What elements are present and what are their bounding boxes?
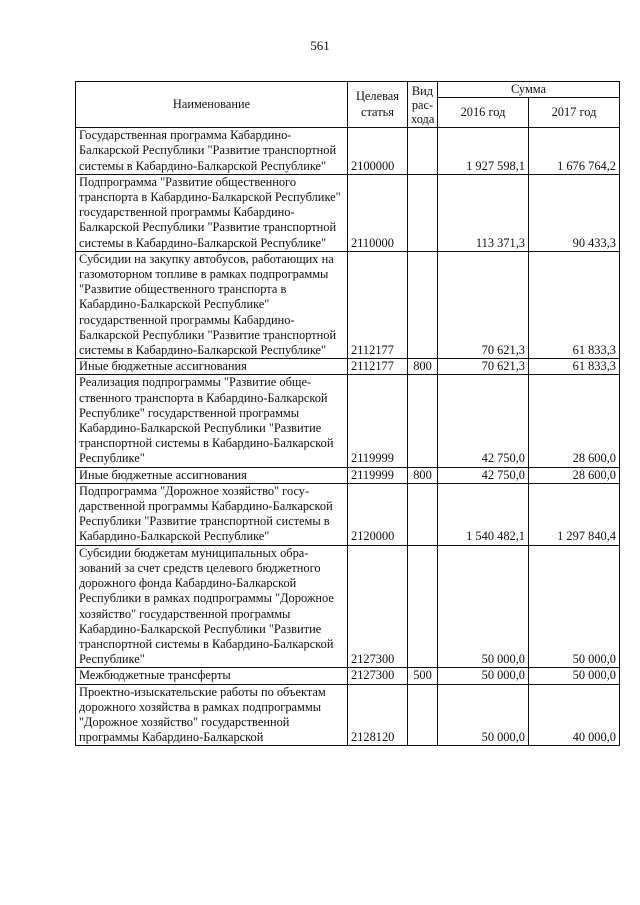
row-sum-2016: 70 621,3 xyxy=(438,251,529,358)
table-row xyxy=(76,375,620,467)
table-row xyxy=(76,668,620,684)
header-year-2016: 2016 год xyxy=(438,98,529,128)
row-sum-2017: 1 676 764,2 xyxy=(529,128,620,175)
row-sum-2016: 50 000,0 xyxy=(438,545,529,668)
row-sum-2017: 1 297 840,4 xyxy=(529,483,620,545)
table-row xyxy=(76,128,620,175)
table-row xyxy=(76,467,620,483)
row-target-article: 2112177 xyxy=(348,359,408,375)
row-expense-type xyxy=(408,128,438,175)
row-name: Подпрограмма "Развитие общественного транспорта в Кабардино-Балкарской Республике" государственной программы Кабардино-Балкарской Республики "Развитие транспортной системы в Кабардино-Балкарской Республике" xyxy=(76,174,348,251)
header-target-article xyxy=(348,82,408,128)
row-expense-type: 500 xyxy=(408,668,438,684)
row-name: Проектно-изыскательские работы по объектам дорожного хозяйства в рамках подпрограммы "Дорожное хозяйство" государственной программы Кабардино-Балкарской xyxy=(76,684,348,746)
row-sum-2017: 61 833,3 xyxy=(529,359,620,375)
row-target-article: 2119999 xyxy=(348,467,408,483)
header-expense-type xyxy=(408,82,438,128)
row-expense-type xyxy=(408,375,438,467)
row-target-article: 2127300 xyxy=(348,545,408,668)
table-row xyxy=(76,684,620,746)
row-name: Подпрограмма "Дорожное хозяйство" государственной программы Кабардино-Балкарской Республики "Развитие транспортной системы в Кабардино-Балкарской Республике" xyxy=(76,483,348,545)
row-target-article: 2112177 xyxy=(348,251,408,358)
row-target-article: 2127300 xyxy=(348,668,408,684)
row-sum-2017: 40 000,0 xyxy=(529,684,620,746)
row-sum-2017: 50 000,0 xyxy=(529,668,620,684)
header-target-article-line1: Целевая xyxy=(355,89,400,104)
row-expense-type: 800 xyxy=(408,467,438,483)
row-expense-type xyxy=(408,174,438,251)
row-name: Субсидии на закупку автобусов, работающих на газомоторном топливе в рамках подпрограммы "Развитие общественного транспорта в Кабардино-Балкарской Республике" государственной программы Кабардино-Балкарской Республики "Развитие транспортной системы в Кабардино-Балкарской Республике" xyxy=(76,251,348,358)
row-expense-type xyxy=(408,684,438,746)
table-row xyxy=(76,359,620,375)
row-target-article: 2110000 xyxy=(348,174,408,251)
row-sum-2017: 61 833,3 xyxy=(529,251,620,358)
header-sum: Сумма xyxy=(438,82,620,98)
table-row xyxy=(76,545,620,668)
row-sum-2017: 50 000,0 xyxy=(529,545,620,668)
table-row xyxy=(76,483,620,545)
table-row xyxy=(76,174,620,251)
row-target-article: 2120000 xyxy=(348,483,408,545)
row-sum-2017: 90 433,3 xyxy=(529,174,620,251)
row-target-article: 2119999 xyxy=(348,375,408,467)
page-number: 561 xyxy=(310,38,330,53)
row-sum-2016: 1 540 482,1 xyxy=(438,483,529,545)
row-name: Реализация подпрограммы "Развитие общественного транспорта в Кабардино-Балкарской Республике" государственной программы Кабардино-Балкарской Республики "Развитие транспортной системы в Кабардино-Балкарской Республике" xyxy=(76,375,348,467)
row-expense-type xyxy=(408,251,438,358)
row-name: Межбюджетные трансферты xyxy=(76,668,348,684)
row-sum-2017: 28 600,0 xyxy=(529,375,620,467)
header-expense-type-line1: Вид xyxy=(411,83,434,98)
row-name: Иные бюджетные ассигнования xyxy=(76,467,348,483)
row-sum-2017: 28 600,0 xyxy=(529,467,620,483)
header-name: Наименование xyxy=(76,82,348,128)
table-row xyxy=(76,251,620,358)
row-sum-2016: 50 000,0 xyxy=(438,668,529,684)
budget-table xyxy=(75,81,620,746)
row-sum-2016: 113 371,3 xyxy=(438,174,529,251)
row-name: Субсидии бюджетам муниципальных образований за счет средств целевого бюджетного дорожного фонда Кабардино-Балкарской Республики в рамках подпрограммы "Дорожное хозяйство" государственной программы Кабардино-Балкарской Республики "Развитие транспортной системы в Кабардино-Балкарской Республике" xyxy=(76,545,348,668)
row-sum-2016: 1 927 598,1 xyxy=(438,128,529,175)
row-sum-2016: 50 000,0 xyxy=(438,684,529,746)
row-target-article: 2128120 xyxy=(348,684,408,746)
row-target-article: 2100000 xyxy=(348,128,408,175)
row-sum-2016: 42 750,0 xyxy=(438,375,529,467)
header-expense-type-line2: рас- xyxy=(411,97,434,112)
row-expense-type xyxy=(408,483,438,545)
row-expense-type: 800 xyxy=(408,359,438,375)
row-expense-type xyxy=(408,545,438,668)
header-year-2017: 2017 год xyxy=(529,98,620,128)
header-expense-type-line3: хода xyxy=(411,111,435,126)
header-target-article-line2: статья xyxy=(360,104,394,119)
row-name: Иные бюджетные ассигнования xyxy=(76,359,348,375)
row-sum-2016: 42 750,0 xyxy=(438,467,529,483)
row-sum-2016: 70 621,3 xyxy=(438,359,529,375)
row-name: Государственная программа Кабардино-Балкарской Республики "Развитие транспортной системы в Кабардино-Балкарской Республике" xyxy=(76,128,348,175)
